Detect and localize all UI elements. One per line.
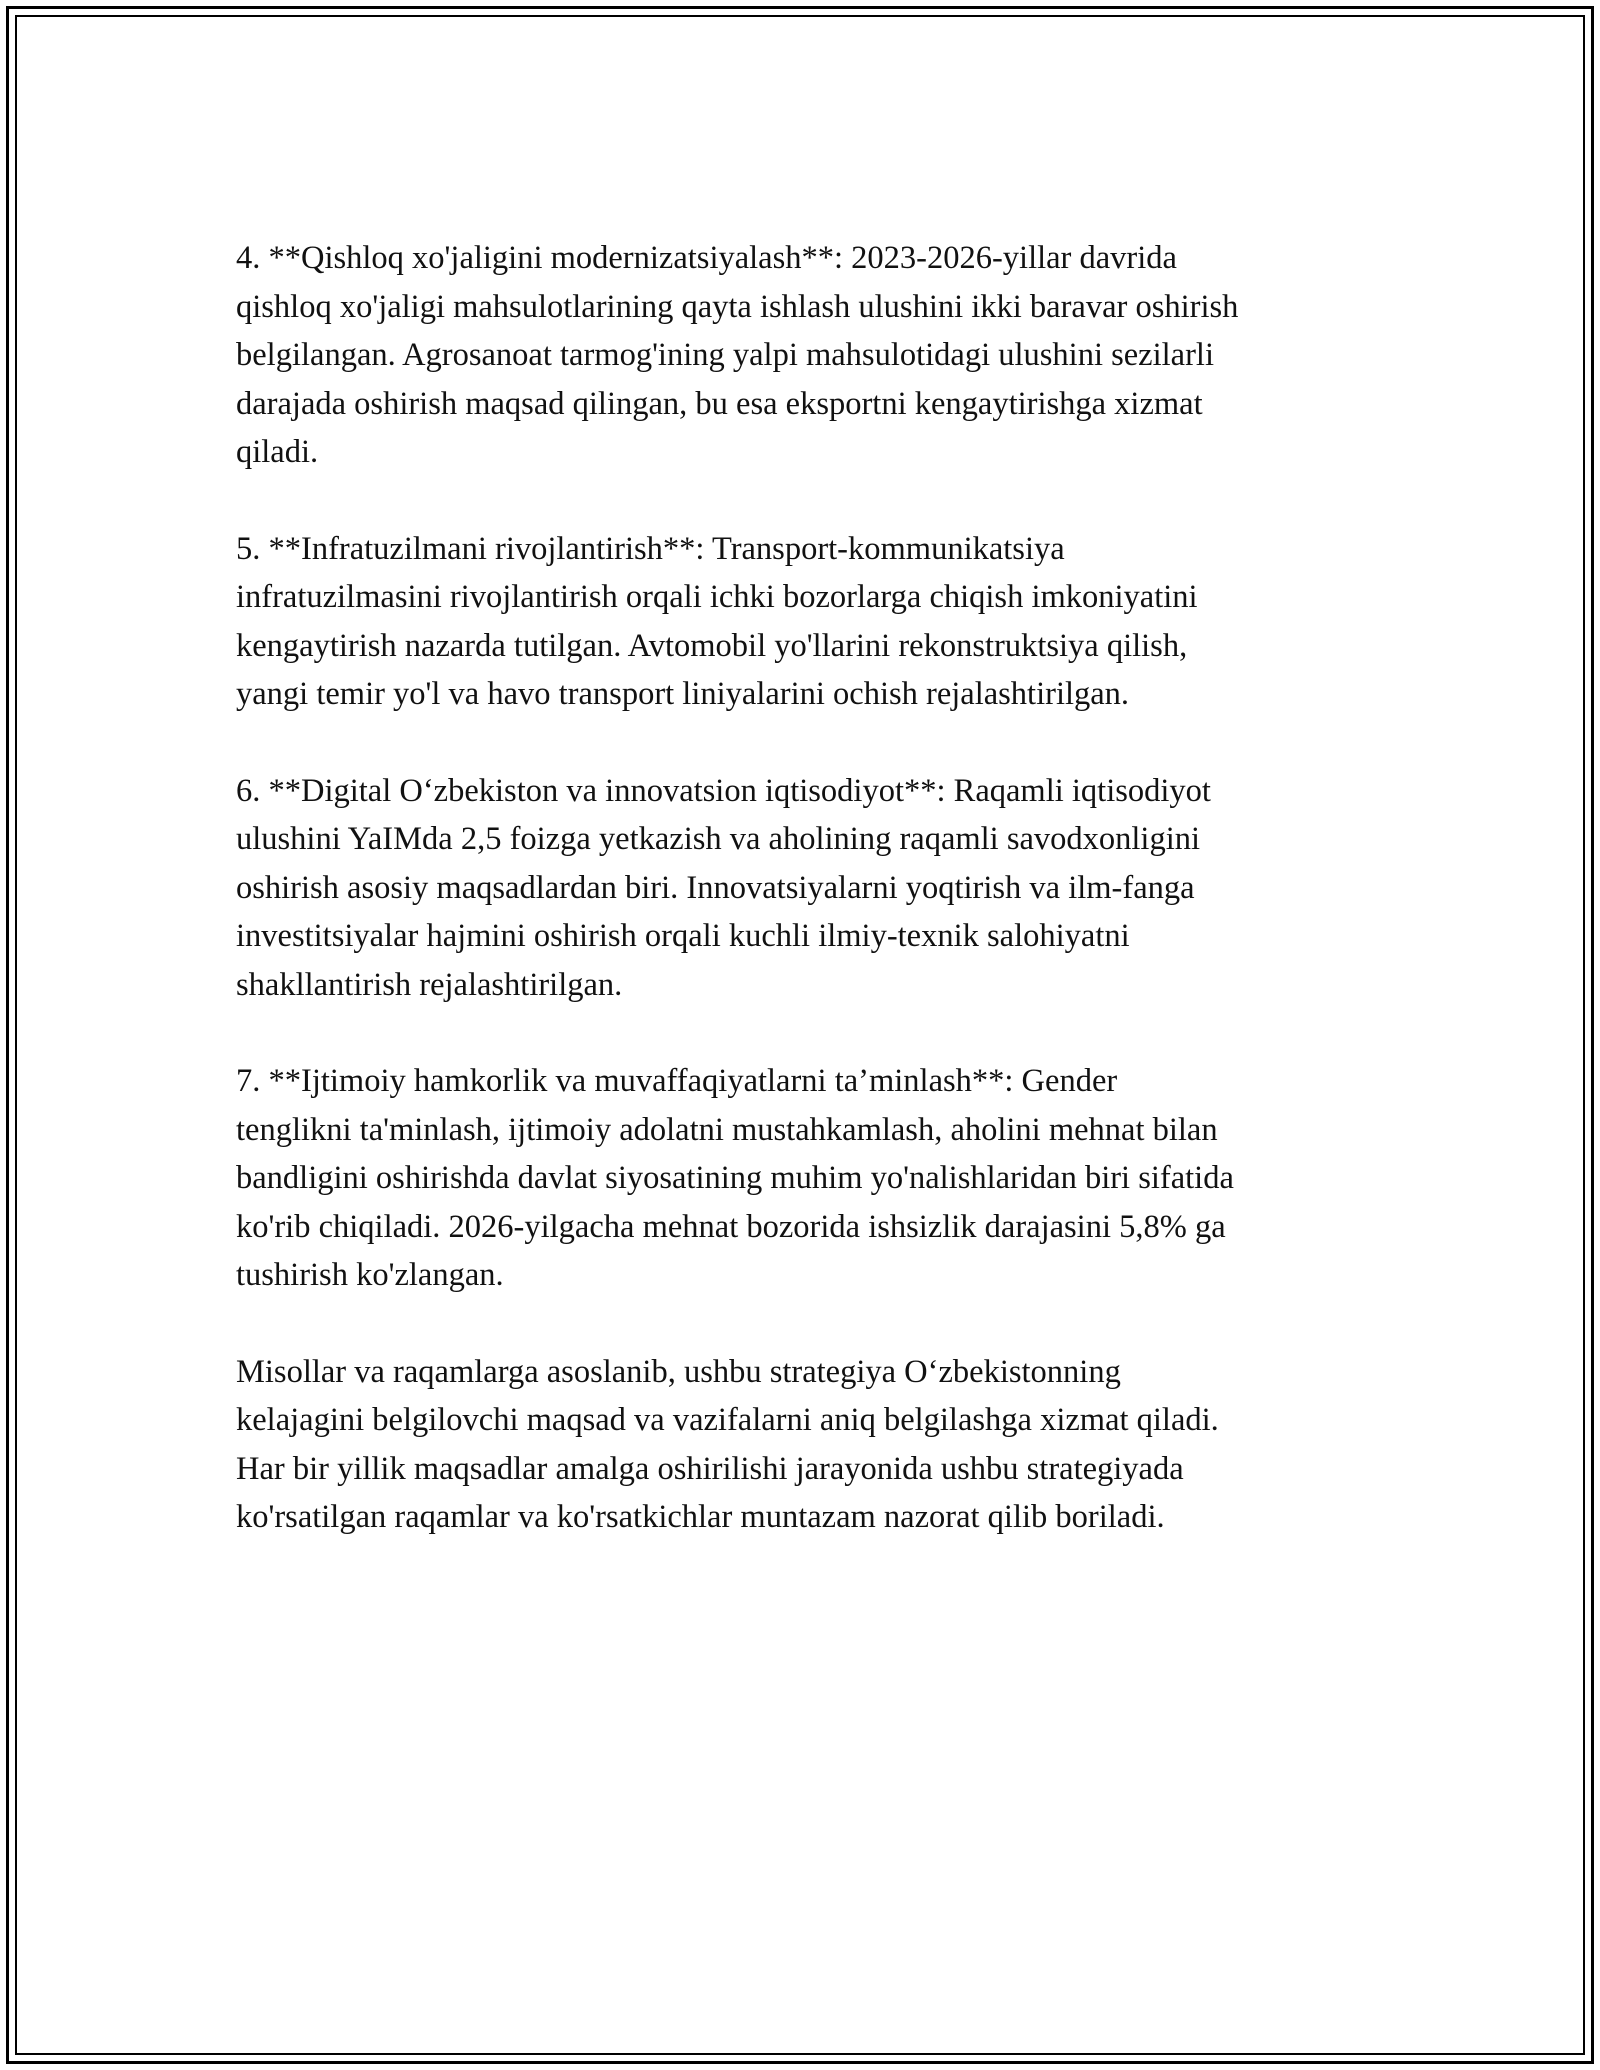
text-line: tushirish ko'zlangan. — [236, 1257, 504, 1293]
text-line: 7. **Ijtimoiy hamkorlik va muvaffaqiyatlarni ta’minlash**: Gender — [236, 1063, 1118, 1099]
text-line: oshirish asosiy maqsadlardan biri. Innovatsiyalarni yoqtirish va ilm-fanga — [236, 869, 1195, 906]
paragraph-infrastructure — [236, 525, 1396, 719]
text-line: 6. **Digital O‘zbekiston va innovatsion iqtisodiyot**: Raqamli iqtisodiyot — [236, 772, 1211, 809]
text-line: Har bir yillik maqsadlar amalga oshirilishi jarayonida ushbu strategiyada — [236, 1450, 1184, 1487]
text-line: kengaytirish nazarda tutilgan. Avtomobil yo'llarini rekonstruktsiya qilish, — [236, 627, 1188, 664]
text-line: investitsiyalar hajmini oshirish orqali kuchli ilmiy-texnik salohiyatni — [236, 918, 1130, 954]
text-line: ulushini YaIMda 2,5 foizga yetkazish va aholining raqamli savodxonligini — [236, 821, 1201, 857]
text-line: infratuzilmasini rivojlantirish orqali ichki bozorlarga chiqish imkoniyatini — [236, 579, 1198, 615]
text-line: shakllantirish rejalashtirilgan. — [236, 966, 623, 1003]
text-line: 5. **Infratuzilmani rivojlantirish**: Transport-kommunikatsiya — [236, 530, 1065, 567]
text-line: 4. **Qishloq xo'jaligini modernizatsiyalash**: 2023-2026-yillar davrida — [236, 240, 1177, 276]
text-line: kelajagini belgilovchi maqsad va vazifalarni aniq belgilashga xizmat qiladi. — [236, 1402, 1219, 1438]
text-line: belgilangan. Agrosanoat tarmog'ining yalpi mahsulotidagi ulushini sezilarli — [236, 337, 1214, 373]
text-line: ko'rib chiqiladi. 2026-yilgacha mehnat bozorida ishsizlik darajasini 5,8% ga — [236, 1208, 1226, 1245]
text-line: tenglikni ta'minlash, ijtimoiy adolatni mustahkamlash, aholini mehnat bilan — [236, 1111, 1218, 1148]
text-line: Misollar va raqamlarga asoslanib, ushbu strategiya O‘zbekistonning — [236, 1353, 1121, 1390]
document-body — [236, 234, 1396, 1590]
paragraph-digital-economy — [236, 767, 1396, 1010]
text-line: darajada oshirish maqsad qilingan, bu esa eksportni kengaytirishga xizmat — [236, 385, 1203, 422]
text-line: qiladi. — [236, 434, 319, 470]
text-line: yangi temir yo'l va havo transport liniyalarini ochish rejalashtirilgan. — [236, 676, 1130, 712]
text-line: qishloq xo'jaligi mahsulotlarining qayta ishlash ulushini ikki baravar oshirish — [236, 288, 1239, 325]
text-line: ko'rsatilgan raqamlar va ko'rsatkichlar muntazam nazorat qilib boriladi. — [236, 1499, 1165, 1535]
paragraph-conclusion — [236, 1348, 1396, 1542]
paragraph-agriculture — [236, 234, 1396, 477]
text-line: bandligini oshirishda davlat siyosatining muhim yo'nalishlaridan biri sifatida — [236, 1160, 1234, 1196]
paragraph-social-partnership — [236, 1057, 1396, 1300]
